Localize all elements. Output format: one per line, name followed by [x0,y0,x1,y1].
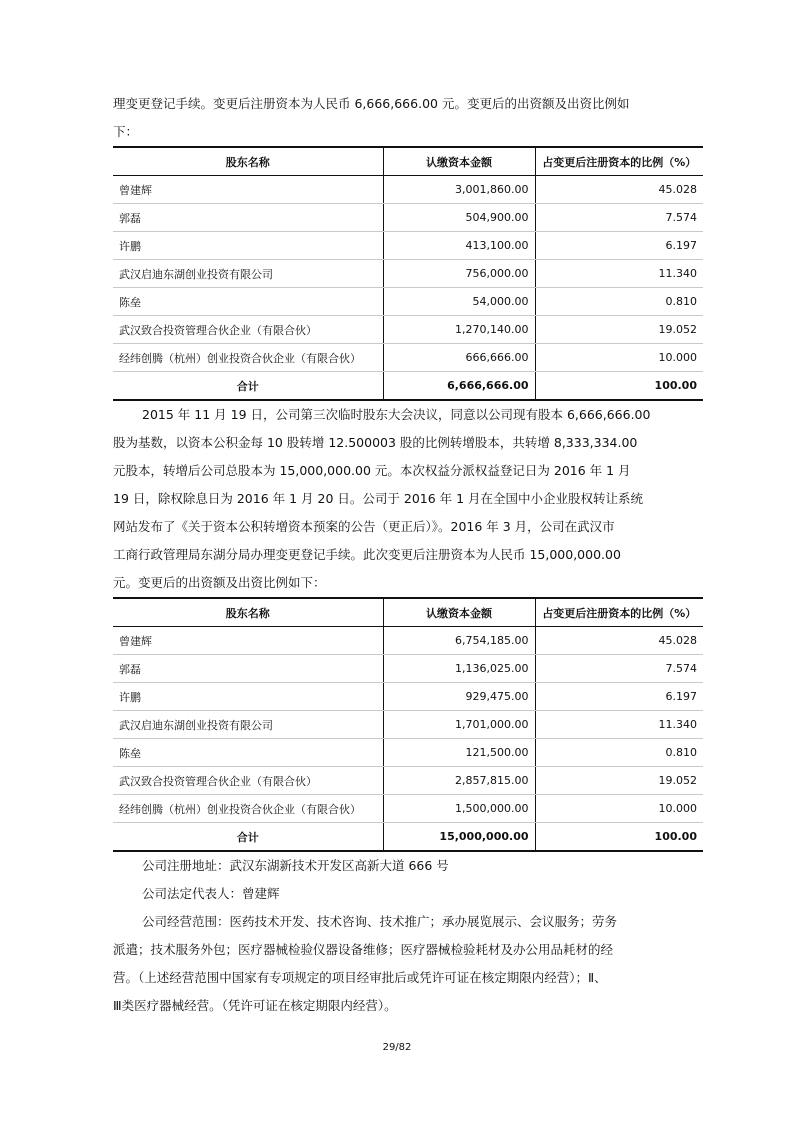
total-label: 合计 [113,823,383,852]
capital-ratio: 10.000 [535,344,703,372]
table-row [113,739,703,767]
total-label: 合计 [113,372,383,401]
capital-table-2 [113,597,703,852]
table-row [113,288,703,316]
shareholder-name: 武汉启迪东湖创业投资有限公司 [113,260,383,288]
header-ratio: 占变更后注册资本的比例（%） [535,598,703,627]
subscribed-amount: 6,754,185.00 [383,627,535,655]
paragraph-line: Ⅲ类医疗器械经营。（凭许可证在核定期限内经营）。 [113,998,397,1013]
shareholder-name: 经纬创腾（杭州）创业投资合伙企业（有限合伙） [113,795,383,823]
shareholder-name: 武汉致合投资管理合伙企业（有限合伙） [113,316,383,344]
table-row [113,260,703,288]
capital-ratio: 45.028 [535,627,703,655]
shareholder-name: 武汉启迪东湖创业投资有限公司 [113,711,383,739]
subscribed-amount: 1,701,000.00 [383,711,535,739]
total-amount: 15,000,000.00 [383,823,535,852]
capital-ratio: 11.340 [535,711,703,739]
capital-increase-paragraph [113,401,703,597]
table-header-row [113,598,703,627]
shareholder-name: 曾建辉 [113,176,383,204]
table-row [113,627,703,655]
intro-line: 理变更登记手续。变更后注册资本为人民币 6,666,666.00 元。变更后的出资额及出资比例如 [113,96,630,111]
total-amount: 6,666,666.00 [383,372,535,401]
table-row [113,204,703,232]
shareholder-name: 许鹏 [113,232,383,260]
table-row [113,176,703,204]
paragraph-line: 公司经营范围：医药技术开发、技术咨询、技术推广；承办展览展示、会议服务；劳务 [142,914,618,929]
document-page [113,90,703,1020]
table-row [113,767,703,795]
subscribed-amount: 504,900.00 [383,204,535,232]
paragraph-line: 元。变更后的出资额及出资比例如下： [113,575,326,590]
shareholder-name: 郭磊 [113,204,383,232]
shareholder-name: 郭磊 [113,655,383,683]
subscribed-amount: 2,857,815.00 [383,767,535,795]
capital-ratio: 7.574 [535,655,703,683]
capital-ratio: 19.052 [535,316,703,344]
capital-ratio: 45.028 [535,176,703,204]
capital-ratio: 11.340 [535,260,703,288]
registered-address: 公司注册地址：武汉东湖新技术开发区高新大道 666 号 [142,858,449,873]
table-header-row [113,147,703,176]
intro-line: 下： [113,124,139,139]
subscribed-amount: 413,100.00 [383,232,535,260]
page-number: 29/82 [382,1042,412,1053]
subscribed-amount: 1,500,000.00 [383,795,535,823]
table-row [113,316,703,344]
paragraph-line: 元股本，转增后公司总股本为 15,000,000.00 元。本次权益分派权益登记日为 2016 年 1 月 [113,463,631,478]
table-row [113,795,703,823]
table-row [113,711,703,739]
subscribed-amount: 1,270,140.00 [383,316,535,344]
shareholder-name: 陈垒 [113,739,383,767]
shareholder-name: 武汉致合投资管理合伙企业（有限合伙） [113,767,383,795]
paragraph-line: 营。（上述经营范围中国家有专项规定的项目经审批后或凭许可证在核定期限内经营）；Ⅱ、 [113,970,607,985]
header-subscribed-amount: 认缴资本金额 [383,598,535,627]
subscribed-amount: 666,666.00 [383,344,535,372]
total-ratio: 100.00 [535,823,703,852]
header-subscribed-amount: 认缴资本金额 [383,147,535,176]
subscribed-amount: 3,001,860.00 [383,176,535,204]
capital-ratio: 19.052 [535,767,703,795]
legal-representative: 公司法定代表人：曾建辉 [142,886,280,901]
table-total-row [113,372,703,401]
capital-ratio: 0.810 [535,739,703,767]
capital-ratio: 6.197 [535,232,703,260]
capital-ratio: 7.574 [535,204,703,232]
shareholder-name: 曾建辉 [113,627,383,655]
paragraph-line: 19 日，除权除息日为 2016 年 1 月 20 日。公司于 2016 年 1 月在全国中小企业股权转让系统 [113,491,644,506]
table-row [113,655,703,683]
table-row [113,232,703,260]
subscribed-amount: 1,136,025.00 [383,655,535,683]
subscribed-amount: 121,500.00 [383,739,535,767]
header-shareholder-name: 股东名称 [113,598,383,627]
capital-ratio: 10.000 [535,795,703,823]
paragraph-line: 2015 年 11 月 19 日，公司第三次临时股东大会决议，同意以公司现有股本 6,666,666.00 [142,407,651,422]
table-total-row [113,823,703,852]
subscribed-amount: 54,000.00 [383,288,535,316]
shareholder-name: 经纬创腾（杭州）创业投资合伙企业（有限合伙） [113,344,383,372]
subscribed-amount: 756,000.00 [383,260,535,288]
paragraph-line: 网站发布了《关于资本公积转增资本预案的公告（更正后）》。2016 年 3 月，公司在武汉市 [113,519,615,534]
capital-ratio: 6.197 [535,683,703,711]
shareholder-name: 许鹏 [113,683,383,711]
header-shareholder-name: 股东名称 [113,147,383,176]
table-row [113,683,703,711]
table-row [113,344,703,372]
shareholder-name: 陈垒 [113,288,383,316]
business-scope-paragraph [113,908,703,1020]
paragraph-line: 股为基数，以资本公积金每 10 股转增 12.500003 股的比例转增股本，共转增 8,333,334.00 [113,435,638,450]
subscribed-amount: 929,475.00 [383,683,535,711]
total-ratio: 100.00 [535,372,703,401]
capital-table-1 [113,146,703,401]
header-ratio: 占变更后注册资本的比例（%） [535,147,703,176]
capital-ratio: 0.810 [535,288,703,316]
paragraph-line: 工商行政管理局东湖分局办理变更登记手续。此次变更后注册资本为人民币 15,000,000.00 [113,547,621,562]
paragraph-line: 派遣；技术服务外包；医疗器械检验仪器设备维修；医疗器械检验耗材及办公用品耗材的经 [113,942,614,957]
intro-paragraph [113,90,703,146]
